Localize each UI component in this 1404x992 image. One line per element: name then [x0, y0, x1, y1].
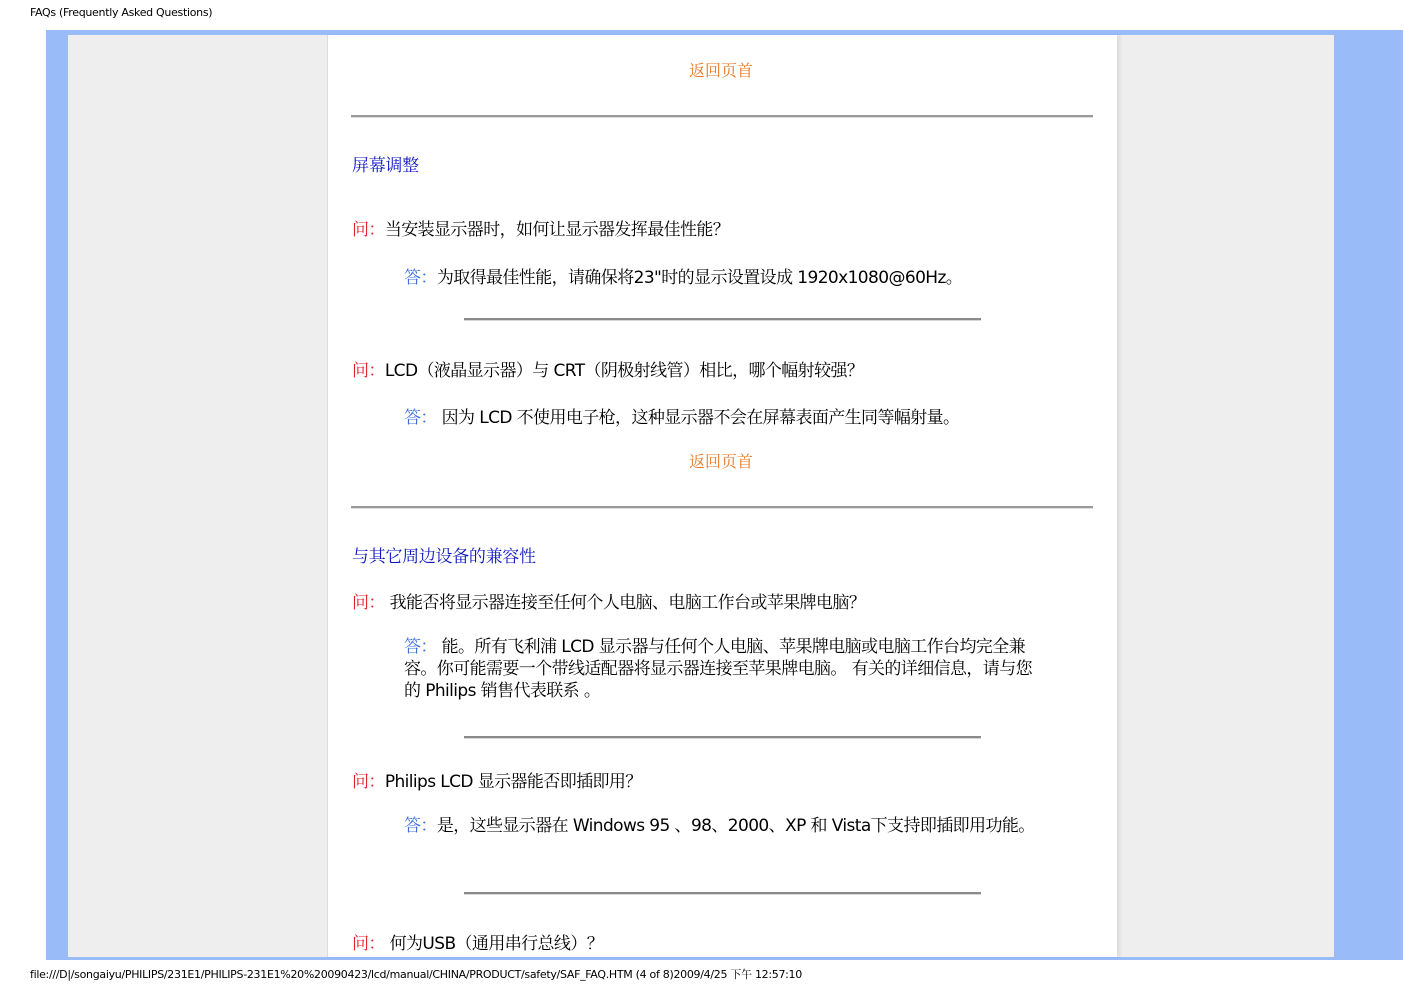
- question-label: 问：: [352, 361, 385, 381]
- qa-divider: [464, 892, 981, 895]
- answer-label: 答：: [404, 408, 437, 428]
- question-label: 问：: [352, 593, 385, 613]
- file-path-footer: file:///D|/songaiyu/PHILIPS/231E1/PHILIPS-231E1%20%20090423/lcd/manual/CHINA/PRODUCT/safety/SAF_FAQ.HTM (4 of 8)2009/4/25 下午 12:57:10: [30, 968, 802, 981]
- answer-label: 答：: [404, 268, 437, 288]
- question-text: Philips LCD 显示器能否即插即用？: [384, 772, 642, 792]
- question-label: 问：: [352, 220, 385, 240]
- qa-divider: [464, 318, 981, 321]
- answer-text: 为取得最佳性能，请确保将23"时的显示设置设成 1920x1080@60Hz。: [436, 268, 963, 288]
- qa-divider: [464, 736, 981, 739]
- answer-4: [404, 815, 1044, 837]
- question-text: 当安装显示器时，如何让显示器发挥最佳性能？: [384, 220, 730, 240]
- question-2: [352, 356, 863, 381]
- question-text: 我能否将显示器连接至任何个人电脑、电脑工作台或苹果牌电脑？: [384, 593, 866, 613]
- question-1: [352, 215, 729, 240]
- question-4: [352, 767, 642, 792]
- question-label: 问：: [352, 934, 385, 954]
- answer-text: 是，这些显示器在 Windows 95 、98、2000、XP 和 Vista下支持即插即用功能。: [436, 816, 1035, 836]
- answer-2: [404, 403, 959, 428]
- answer-text: 因为 LCD 不使用电子枪，这种显示器不会在屏幕表面产生同等幅射量。: [436, 408, 960, 428]
- document-title: FAQs (Frequently Asked Questions): [30, 6, 213, 19]
- back-to-top-link[interactable]: 返回页首: [689, 61, 754, 80]
- section-title-compatibility: 与其它周边设备的兼容性: [352, 547, 536, 567]
- answer-3: [404, 636, 1044, 702]
- section-title-screen-adjustment: 屏幕调整: [352, 156, 419, 176]
- answer-text: 能。所有飞利浦 LCD 显示器与任何个人电脑、苹果牌电脑或电脑工作台均完全兼容。你可能需要一个带线适配器将显示器连接至苹果牌电脑。 有关的详细信息，请与您的 Philips 销售代表联系 。: [404, 637, 1033, 701]
- back-to-top-link[interactable]: 返回页首: [689, 452, 754, 471]
- question-5: [352, 929, 603, 954]
- section-divider: [351, 115, 1093, 118]
- answer-label: 答：: [404, 816, 437, 836]
- section-divider: [351, 506, 1093, 509]
- question-text: LCD（液晶显示器）与 CRT（阴极射线管）相比，哪个幅射较强？: [384, 361, 864, 381]
- answer-1: [404, 263, 962, 288]
- question-text: 何为USB（通用串行总线）？: [384, 934, 604, 954]
- question-3: [352, 588, 865, 613]
- answer-label: 答：: [404, 637, 437, 657]
- question-label: 问：: [352, 772, 385, 792]
